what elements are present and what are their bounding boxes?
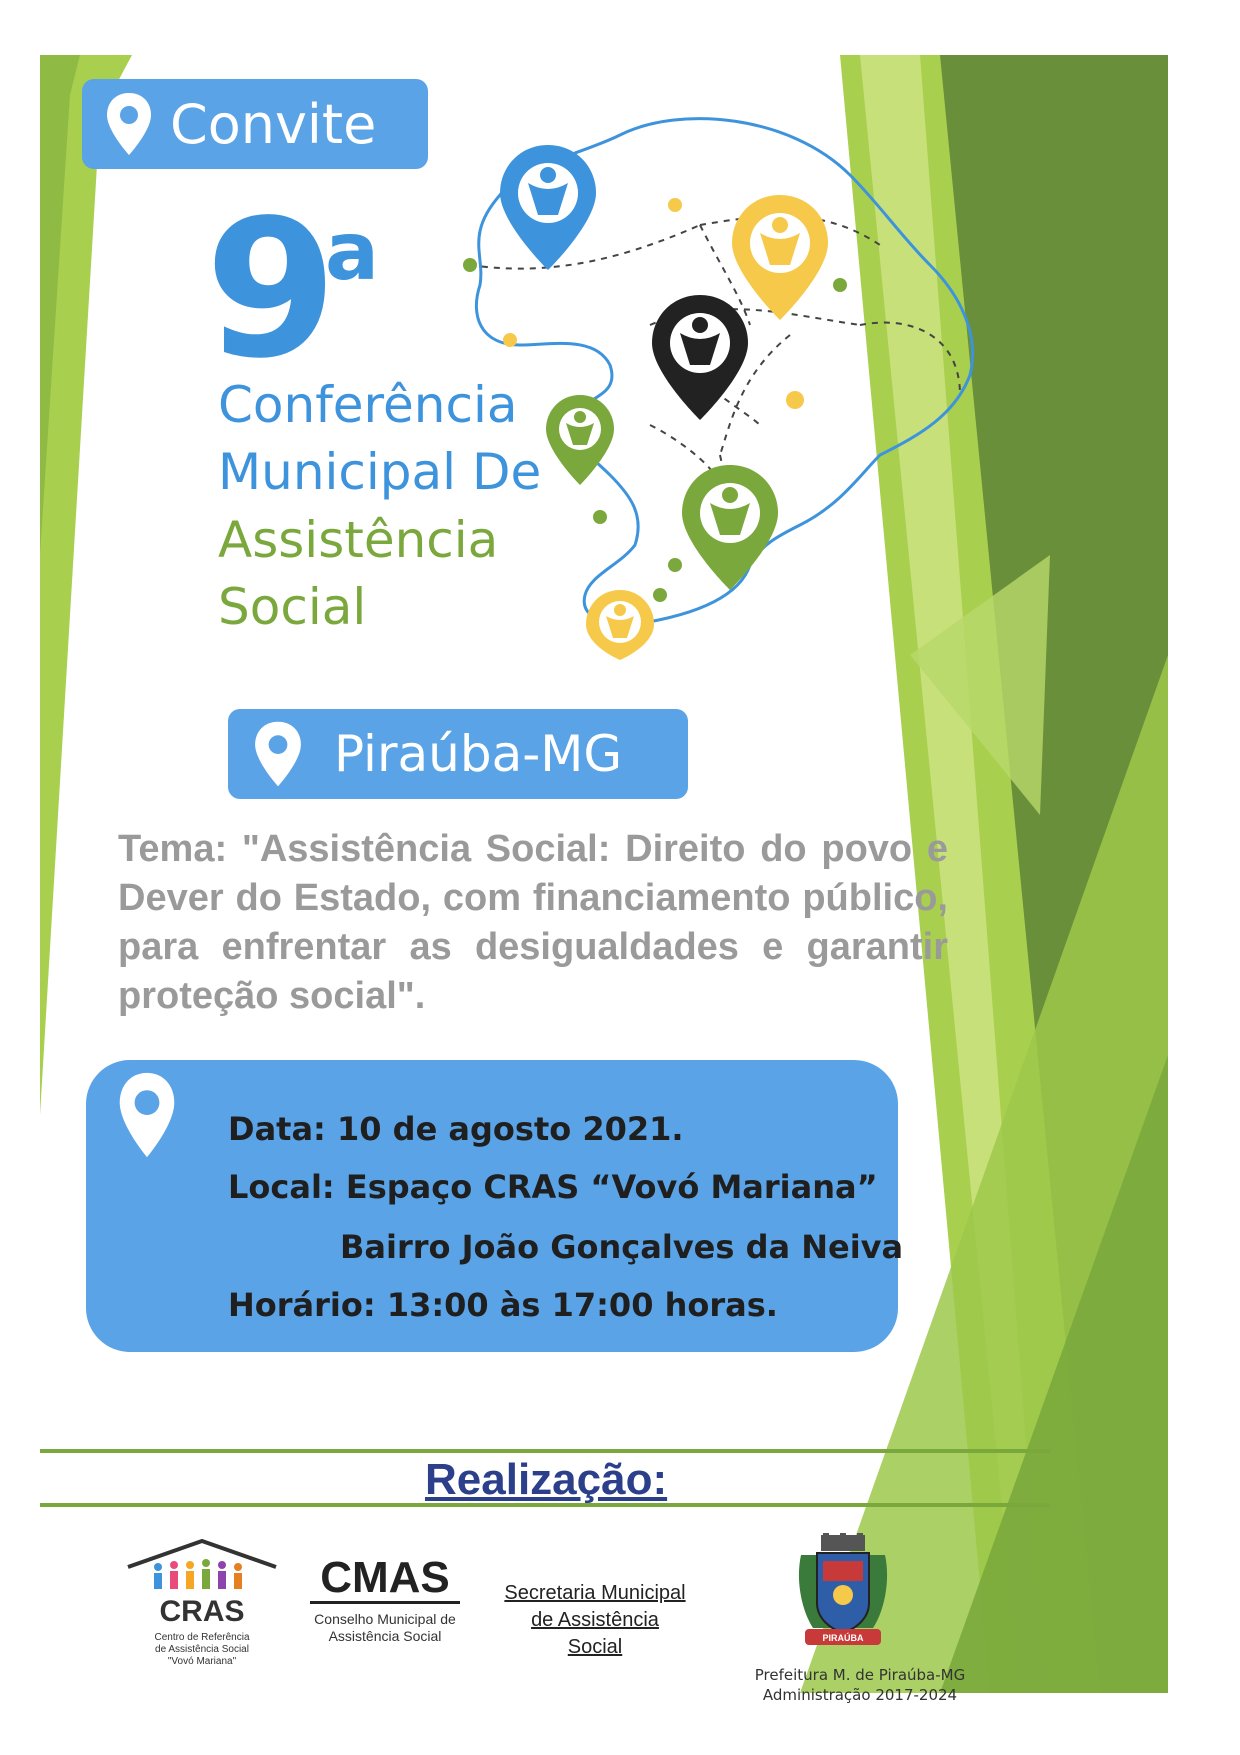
event-date: Data: 10 de agosto 2021.: [228, 1110, 684, 1148]
map-pin-icon: [252, 719, 304, 789]
secretaria-line-3: Social: [567, 1636, 623, 1658]
seal-banner-text: PIRAÚBA: [822, 1633, 864, 1643]
event-neighborhood: Bairro João Gonçalves da Neiva: [340, 1228, 904, 1266]
brazil-map-illustration: [460, 95, 1000, 665]
ordinal-suffix: a: [325, 205, 379, 298]
map-pin-black: [652, 295, 748, 420]
title-line-4: Social: [218, 578, 367, 636]
prefeitura-caption: [730, 1665, 990, 1705]
ordinal-number: 9: [205, 179, 338, 400]
cmas-name: CMAS: [310, 1555, 460, 1604]
secretaria-line-2: de Assistência: [531, 1609, 659, 1631]
invitation-sheet: [40, 55, 1168, 1704]
divider-top: [40, 1449, 1050, 1453]
cmas-caption-2: Assistência Social: [328, 1628, 442, 1644]
cras-name: CRAS: [159, 1595, 245, 1628]
cmas-caption-1: Conselho Municipal de: [314, 1611, 456, 1627]
event-info-box: [86, 1060, 904, 1352]
map-pin-green-right: [682, 465, 778, 590]
map-pin-yellow-top: [732, 195, 828, 320]
city-badge: [228, 709, 688, 799]
city-coat-of-arms: [793, 1533, 893, 1653]
title-line-1: Conferência: [218, 376, 518, 434]
prefeitura-line-2: Administração 2017-2024: [762, 1686, 958, 1704]
title-line-3: Assistência: [218, 511, 499, 569]
map-pin-yellow-bottom: [586, 590, 654, 660]
title-line-2: Municipal De: [218, 443, 542, 501]
convite-badge: [82, 79, 428, 169]
secretaria-line-1: Secretaria Municipal: [504, 1582, 686, 1604]
secretaria-logo: [490, 1580, 700, 1661]
realizacao-heading: Realização:: [425, 1455, 668, 1504]
convite-label: Convite: [170, 92, 377, 156]
cras-caption-2: de Assistência Social: [155, 1644, 249, 1655]
cras-house-logo: [122, 1537, 282, 1597]
cras-caption-1: Centro de Referência: [154, 1632, 250, 1643]
theme-text: Tema: "Assistência Social: Direito do povo e Dever do Estado, com financiamento público, para enfrentar as desigualdades e garantir proteção social".: [118, 828, 948, 1017]
map-pin-blue: [500, 145, 596, 270]
event-time: Horário: 13:00 às 17:00 horas.: [228, 1286, 778, 1324]
event-location: Local: Espaço CRAS “Vovó Mariana”: [228, 1168, 878, 1206]
map-pin-icon: [116, 1070, 178, 1160]
cras-caption-3: "Vovó Mariana": [167, 1656, 237, 1667]
prefeitura-line-1: Prefeitura M. de Piraúba-MG: [754, 1666, 966, 1684]
map-pin-green-left: [546, 395, 614, 485]
map-pin-icon: [104, 91, 154, 157]
city-label: Piraúba-MG: [334, 725, 623, 783]
